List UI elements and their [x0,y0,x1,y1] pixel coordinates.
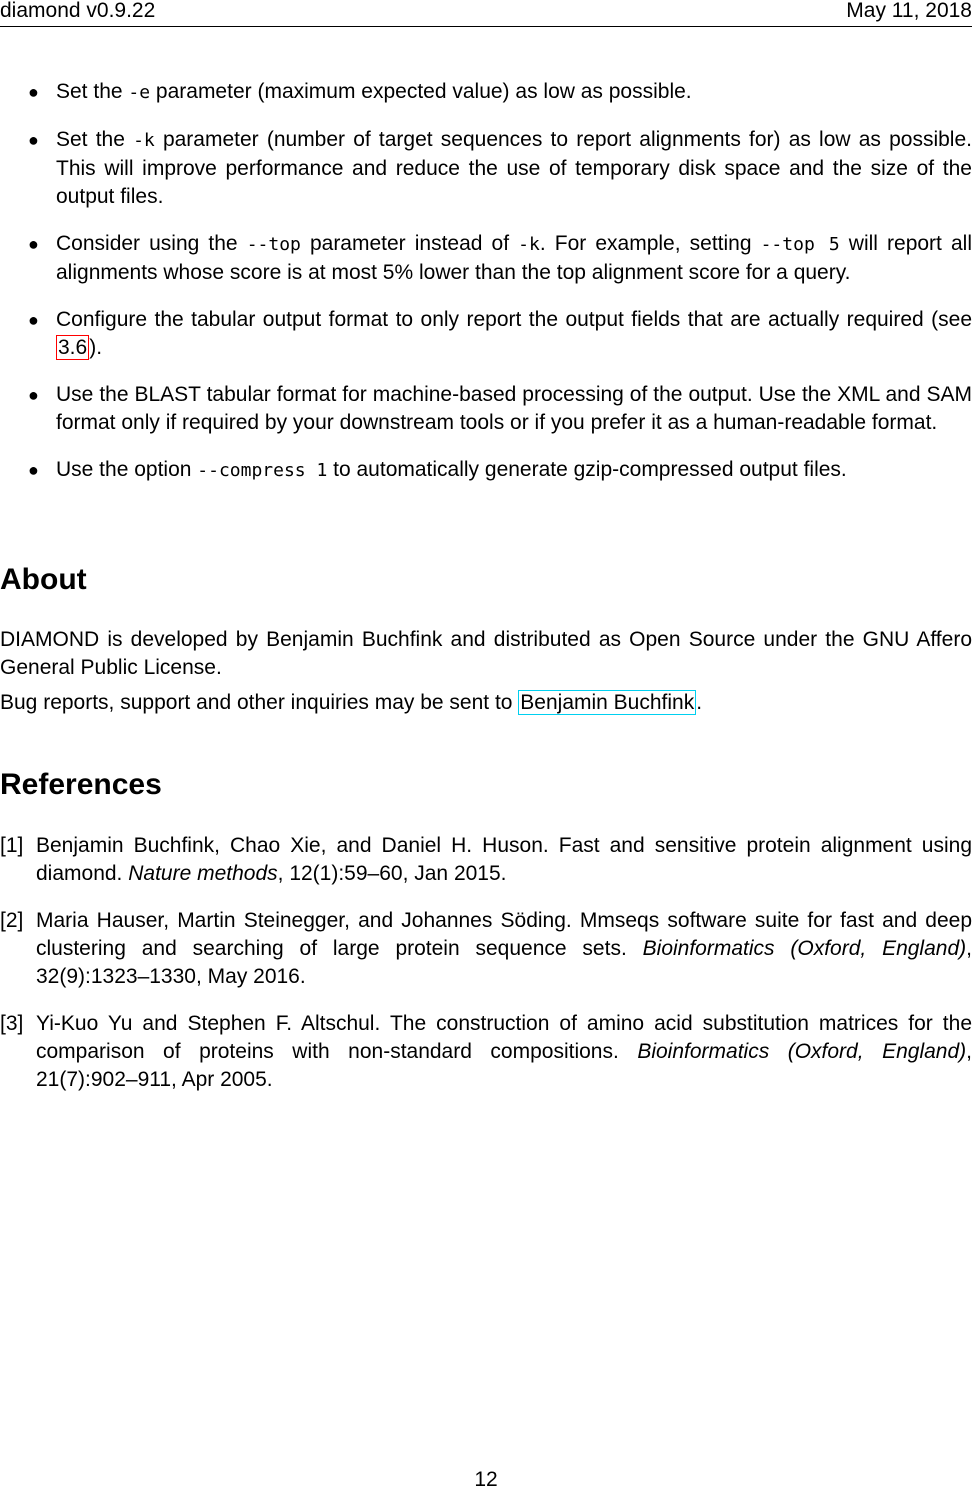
journal-name: Bioinformatics (Oxford, England) [642,937,967,960]
reference-number: [3] [0,1012,24,1035]
journal-name: Nature methods [128,862,278,885]
reference-number: [1] [0,834,24,857]
main-content [0,78,972,504]
code-compress: --compress 1 [197,460,328,481]
code-top: --top [246,234,301,255]
contact-paragraph: Bug reports, support and other inquiries may be sent to Benjamin Buchfink. [0,691,703,714]
bullet-icon: ● [28,385,39,405]
journal-name: Bioinformatics (Oxford, England) [637,1040,967,1063]
header-date: May 11, 2018 [846,0,972,22]
reference-item: [3] Yi-Kuo Yu and Stephen F. Altschul. The construction of amino acid substitution matrices for the comparison of proteins with non-standard compositions. Bioinformatics (Oxford, England), 21(7):902–911, Apr 2005. [0,1012,972,1091]
list-item: ● Consider using the --top parameter instead of -k. For example, setting --top 5 will report all alignments whose score is at most 5% lower than the top alignment score for a query. [28,232,972,284]
page-number: 12 [474,1468,498,1491]
code-top-5: --top 5 [760,234,840,255]
reference-item: [2] Maria Hauser, Martin Steinegger, and Johannes Söding. Mmseqs software suite for fast and deep clustering and searching of large protein sequence sets. Bioinformatics (Oxford, England), 32(9):1323–1330, May 2016. [0,909,972,988]
section-ref-link[interactable]: 3.6 [58,336,88,359]
list-item: ● Set the -k parameter (number of target sequences to report alignments for) as low as possible. This will improve performance and reduce the use of temporary disk space and the size of the output files. [28,128,972,208]
bullet-icon: ● [28,310,39,330]
references-list [0,832,972,1113]
author-email-link[interactable]: Benjamin Buchfink [520,691,695,714]
reference-item: [1] Benjamin Buchfink, Chao Xie, and Daniel H. Huson. Fast and sensitive protein alignment using diamond. Nature methods, 12(1):59–60, Jan 2015. [0,834,972,885]
page-header [0,0,972,28]
bullet-icon: ● [28,82,39,102]
list-item: ● Use the option --compress 1 to automatically generate gzip-compressed output files. [0,456,972,485]
list-item: ● Configure the tabular output format to only report the output fields that are actually required (see 3.6). [28,308,972,359]
about-paragraph: DIAMOND is developed by Benjamin Buchfink and distributed as Open Source under the GNU Affero General Public License. [0,628,972,679]
tips-list [0,78,972,485]
code-k: -k [518,234,540,255]
code-k: -k [133,130,155,151]
header-rule [0,26,972,27]
header-title: diamond v0.9.22 [0,0,156,22]
bullet-icon: ● [28,234,39,254]
list-item: ● Set the -e parameter (maximum expected value) as low as possible. [0,78,972,107]
code-e: -e [128,82,151,103]
reference-number: [2] [0,909,24,932]
bullet-icon: ● [28,460,39,480]
list-item: ● Use the BLAST tabular format for machine-based processing of the output. Use the XML and SAM format only if required by your downstream tools or if you prefer it as a human-readable format. [28,383,972,434]
about-heading: About [0,563,87,596]
references-heading: References [0,768,162,801]
bullet-icon: ● [28,130,39,150]
